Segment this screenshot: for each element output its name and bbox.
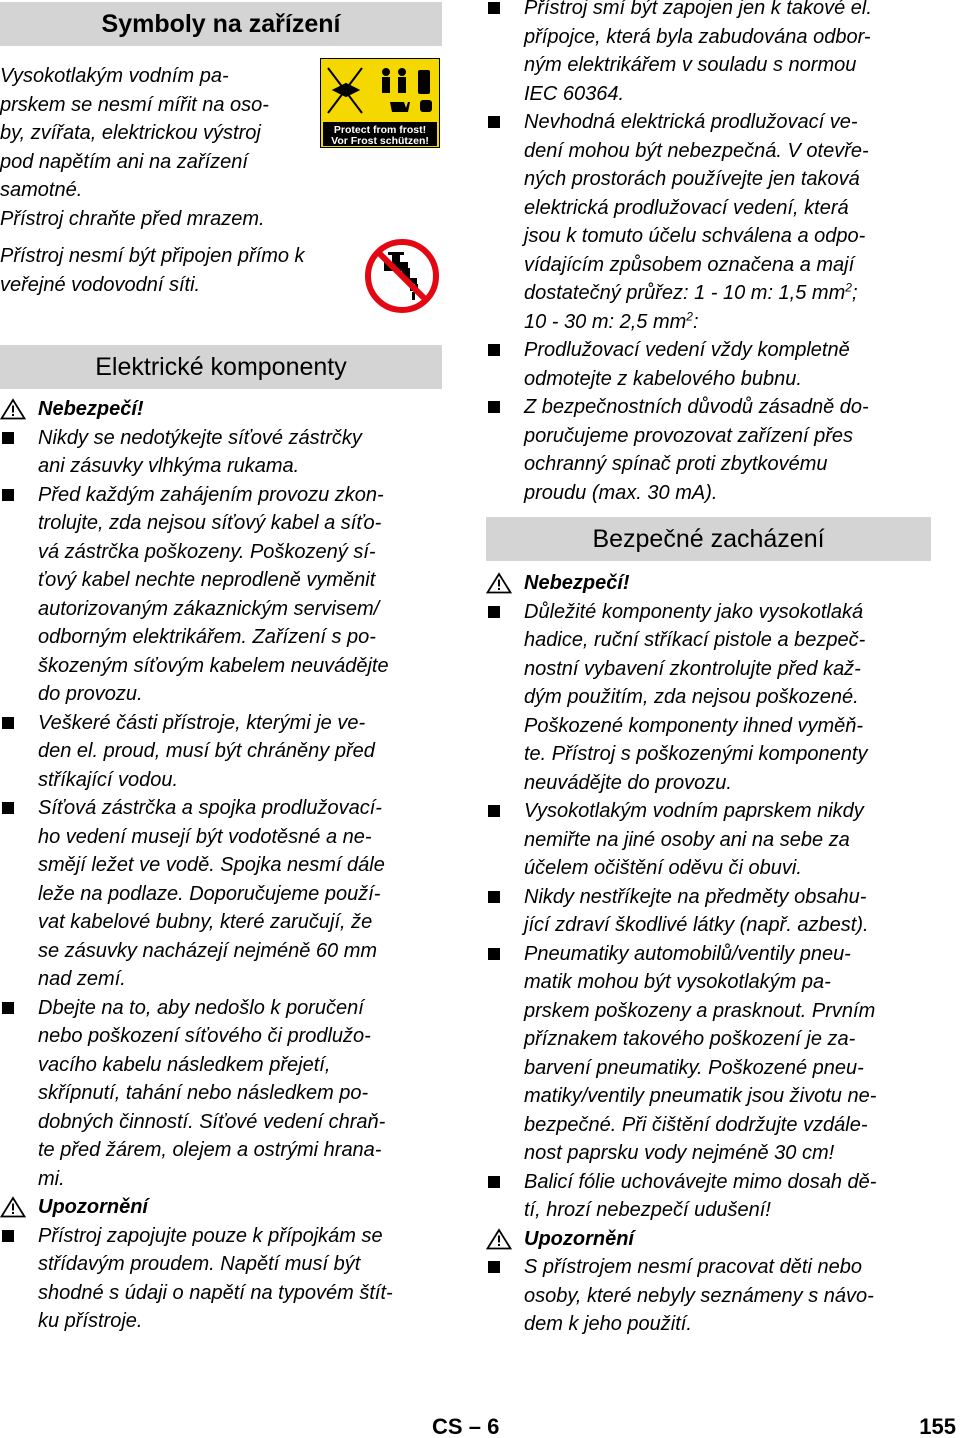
- text-line: Veškeré části přístroje, kterými je ve-: [38, 711, 366, 734]
- text-line: Přístroj smí být zapojen jen k takové el.: [524, 0, 872, 19]
- text-line: Vysokotlakým vodním pa-: [0, 65, 229, 87]
- cross-section-line-1: [524, 279, 931, 308]
- text-line: vacího kabelu následkem přejetí,: [38, 1053, 331, 1076]
- text-line: veřejné vodovodní síti.: [0, 273, 201, 296]
- text-line: mi.: [38, 1167, 65, 1190]
- text-line: do provozu.: [38, 683, 143, 705]
- text-line: neuvádějte do provozu.: [524, 771, 732, 794]
- text-line: den el. proud, musí být chráněny před: [38, 740, 375, 762]
- text-line: ných prostorách používejte jen taková: [524, 168, 860, 190]
- right-column: [486, 0, 931, 1339]
- text-line: vá zástrčka poškozeny. Poškozený sí-: [38, 540, 376, 563]
- text-line: barvení pneumatiky. Poškozené pneu-: [524, 1056, 864, 1079]
- bullet-square-icon: [2, 1230, 14, 1242]
- text-line: Před každým zahájením provozu zkon-: [38, 483, 384, 506]
- text-line: prskem poškozeny a prasknout. Prvním: [524, 999, 876, 1022]
- bullet-square-icon: [488, 1176, 500, 1188]
- text-line: by, zvířata, elektrickou výstroj: [0, 122, 261, 144]
- footer-separator: –: [468, 1414, 481, 1438]
- text-line: bezpečné. Při čištění dodržujte vzdále-: [524, 1113, 868, 1136]
- electrical-caution-label: [0, 1193, 442, 1222]
- text-line: odmotejte z kabelového bubnu.: [524, 367, 802, 390]
- bullet-square-icon: [488, 116, 500, 128]
- text-line: matik mohou být vysokotlakým pa-: [524, 971, 831, 993]
- danger-label-text: Nebezpečí!: [524, 572, 630, 594]
- safe-caution-label: [486, 1225, 931, 1254]
- safe-danger-list: [486, 598, 931, 1225]
- list-item: [0, 424, 442, 481]
- cross-section-1-text: dostatečný průřez: 1 - 10 m: 1,5 mm: [524, 282, 846, 304]
- text-line: poručujeme provozovat zařízení přes: [524, 424, 854, 447]
- text-line: proudu (max. 30 mA).: [524, 481, 718, 504]
- warning-triangle-icon: [0, 398, 26, 420]
- bullet-square-icon: [488, 344, 500, 356]
- bullet-square-icon: [488, 891, 500, 903]
- text-line: dým použitím, zda nejsou poškozené.: [524, 686, 859, 708]
- warning-triangle-icon: [486, 572, 512, 594]
- text-line: ochranný spínač proti zbytkovému: [524, 453, 828, 475]
- text-line: Důležité komponenty jako vysokotlaká: [524, 600, 864, 623]
- text-line: dem k jeho použití.: [524, 1313, 692, 1335]
- list-item: [0, 994, 442, 1194]
- cross-section-2-text: 10 - 30 m: 2,5 mm: [524, 310, 687, 333]
- left-column: [0, 0, 442, 1336]
- list-item: [486, 598, 931, 798]
- text-line: Síťová zástrčka a spojka prodlužovací-: [38, 797, 382, 819]
- text-line: S přístrojem nesmí pracovat děti nebo: [524, 1256, 862, 1278]
- list-item: [486, 393, 931, 507]
- warning-triangle-icon: [0, 1196, 26, 1218]
- text-line: trolujte, zda nejsou síťový kabel a síťo-: [38, 512, 382, 534]
- caution-label-text: Upozornění: [524, 1227, 634, 1250]
- text-line: tí, hrozí nebezpečí udušení!: [524, 1199, 771, 1221]
- superscript: 2: [686, 308, 693, 323]
- text-line: stříkající vodou.: [38, 768, 179, 791]
- text-line: Z bezpečnostních důvodů zásadně do-: [524, 396, 869, 418]
- no-drinking-water-connection-sign: [364, 238, 440, 314]
- safe-danger-label: [486, 569, 931, 598]
- list-item: [486, 1253, 931, 1339]
- cross-section-line-2: [524, 308, 931, 337]
- symbols-heading: Symboly na zařízení: [0, 2, 442, 46]
- text-line: Prodlužovací vedení vždy kompletně: [524, 339, 850, 361]
- frost-sign-line-1: Protect from frost!: [333, 124, 427, 136]
- list-item: [486, 940, 931, 1168]
- text-line: leže na podlaze. Doporučujeme použí-: [38, 882, 381, 905]
- electrical-danger-list: [0, 424, 442, 1194]
- electrical-heading: Elektrické komponenty: [0, 345, 442, 389]
- caution-label-text: Upozornění: [38, 1196, 148, 1218]
- bullet-square-icon: [2, 717, 14, 729]
- text-line: smějí ležet ve vodě. Spojka nesmí dále: [38, 854, 385, 876]
- text-line: IEC 60364.: [524, 82, 625, 105]
- text-line: ho vedení musejí být vodotěsné a ne-: [38, 825, 372, 848]
- text-line: příznakem takového poškození je za-: [524, 1028, 856, 1050]
- text-line: Dbejte na to, aby nedošlo k poručení: [38, 996, 364, 1019]
- list-item: [0, 709, 442, 795]
- danger-label-text: Nebezpečí!: [38, 398, 144, 420]
- bullet-square-icon: [488, 2, 500, 14]
- text-line: Nikdy se nedotýkejte síťové zástrčky: [38, 426, 362, 449]
- cross-section-2-tail: :: [692, 310, 699, 333]
- text-line: vat kabelové bubny, které zaručují, že: [38, 911, 373, 933]
- text-line: ku přístroje.: [38, 1310, 143, 1332]
- text-line: nostní vybavení zkontrolujte před kaž-: [524, 657, 861, 680]
- warning-triangle-icon: [486, 1228, 512, 1250]
- bullet-square-icon: [488, 1261, 500, 1273]
- text-line: Přístroj zapojujte pouze k přípojkám se: [38, 1224, 383, 1247]
- list-item: [486, 336, 931, 393]
- text-line: ani zásuvky vlhkýma rukama.: [38, 455, 300, 477]
- safe-caution-list: [486, 1253, 931, 1339]
- text-line: prskem se nesmí mířit na oso-: [0, 93, 269, 116]
- frost-sign-line-2: Vor Frost schützen!: [331, 135, 429, 147]
- bullet-square-icon: [2, 802, 14, 814]
- list-item: [486, 0, 931, 108]
- text-line: nemiřte na jiné osoby ani na sebe za: [524, 828, 850, 851]
- text-line: nad zemí.: [38, 968, 126, 990]
- bullet-square-icon: [488, 606, 500, 618]
- text-line: ným elektrikářem v souladu s normou: [524, 54, 857, 76]
- bullet-square-icon: [488, 805, 500, 817]
- list-item: [486, 797, 931, 883]
- list-item: [486, 883, 931, 940]
- electrical-caution-list: [0, 1222, 442, 1336]
- text-line: nost paprsku vody nejméně 30 cm!: [524, 1142, 835, 1164]
- text-line: jící zdraví škodlivé látky (např. azbest).: [524, 914, 869, 936]
- text-line: odborným elektrikářem. Zařízení s po-: [38, 626, 376, 648]
- electrical-continued-list: [486, 0, 931, 507]
- text-line: se zásuvky nacházejí nejméně 60 mm: [38, 939, 378, 962]
- bullet-square-icon: [488, 401, 500, 413]
- page-number: 155: [919, 1414, 956, 1438]
- cross-section-1-tail: ;: [851, 282, 858, 304]
- text-line: hadice, ruční stříkací pistole a bezpeč-: [524, 629, 866, 651]
- text-line: jsou k tomuto účelu schválena a odpo-: [524, 225, 866, 247]
- protect-from-frost-sign: [320, 58, 440, 148]
- bullet-square-icon: [2, 489, 14, 501]
- list-item: [0, 794, 442, 994]
- text-line: autorizovaným zákaznickým servisem/: [38, 597, 380, 620]
- text-line: střídavým proudem. Napětí musí být: [38, 1253, 361, 1275]
- bullet-square-icon: [2, 1002, 14, 1014]
- text-line: dobných činností. Síťové vedení chraň-: [38, 1110, 386, 1133]
- text-line: Nevhodná elektrická prodlužovací ve-: [524, 111, 858, 133]
- text-line: te před žárem, olejem a ostrými hrana-: [38, 1139, 382, 1161]
- superscript: 2: [845, 280, 852, 295]
- list-item: [486, 108, 931, 336]
- section-page: 6: [487, 1414, 500, 1438]
- text-line: shodné s údaji o napětí na typovém štít-: [38, 1281, 393, 1304]
- bullet-square-icon: [488, 948, 500, 960]
- text-line: Přístroj nesmí být připojen přímo k: [0, 245, 305, 267]
- text-line: pod napětím ani na zařízení: [0, 150, 248, 173]
- text-line: ťový kabel nechte neprodleně vyměnit: [38, 569, 376, 591]
- text-line: te. Přístroj s poškozenými komponenty: [524, 743, 868, 765]
- text-line: vídajícím způsobem označena a mají: [524, 253, 855, 276]
- text-line: osoby, které nebyly seznámeny s návo-: [524, 1284, 874, 1307]
- electrical-danger-label: [0, 395, 442, 424]
- symbols-paragraph-2: Přístroj chraňte před mrazem.: [0, 207, 265, 230]
- text-line: Nikdy nestříkejte na předměty obsahu-: [524, 885, 867, 908]
- text-line: matiky/ventily pneumatik jsou životu ne-: [524, 1085, 877, 1107]
- text-line: Vysokotlakým vodním paprskem nikdy: [524, 800, 864, 822]
- text-line: nebo poškození síťového či prodlužo-: [38, 1025, 371, 1047]
- language-code: CS: [432, 1414, 463, 1438]
- text-line: elektrická prodlužovací vedení, která: [524, 196, 849, 219]
- text-line: přípojce, která byla zabudována odbor-: [524, 25, 871, 48]
- text-line: dení mohou být nebezpečná. V otevře-: [524, 139, 869, 162]
- text-line: Pneumatiky automobilů/ventily pneu-: [524, 942, 851, 965]
- bullet-square-icon: [2, 432, 14, 444]
- safe-handling-heading: Bezpečné zacházení: [486, 517, 931, 561]
- text-line: škozeným síťovým kabelem neuvádějte: [38, 654, 389, 677]
- list-item: [0, 481, 442, 709]
- footer-section-label: [432, 1414, 499, 1438]
- text-line: účelem očištění oděvu či obuvi.: [524, 857, 802, 879]
- text-line: skřípnutí, tahání nebo následkem po-: [38, 1082, 369, 1104]
- text-line: Poškozené komponenty ihned vyměň-: [524, 714, 864, 737]
- text-line: samotné.: [0, 179, 83, 201]
- list-item: [486, 1168, 931, 1225]
- list-item: [0, 1222, 442, 1336]
- text-line: Balicí fólie uchovávejte mimo dosah dě-: [524, 1170, 877, 1193]
